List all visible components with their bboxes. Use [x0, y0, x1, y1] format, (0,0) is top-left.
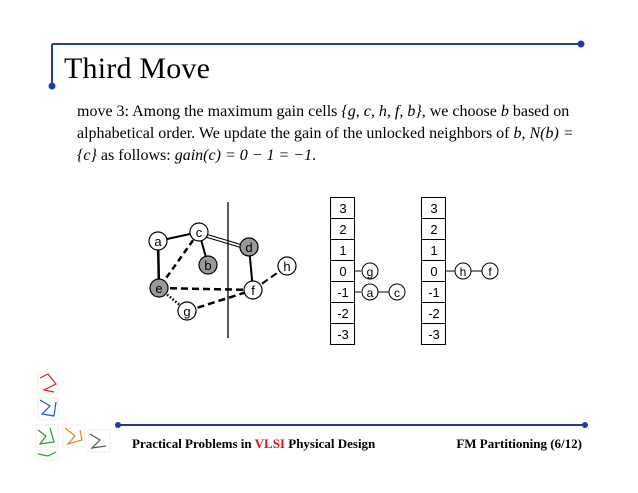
para-part: move 3: Among the maximum gain cells — [77, 103, 342, 120]
partition-graph — [130, 190, 310, 350]
footer-slide-number: FM Partitioning (6/12) — [456, 436, 582, 451]
node-h — [278, 257, 296, 275]
bucket-gain-label: -1 — [428, 285, 440, 300]
para-part: as follows: — [96, 147, 175, 164]
bucket-cell-label: f — [488, 265, 492, 279]
node-d-locked — [240, 238, 258, 256]
bucket-gain-label: -3 — [337, 327, 349, 342]
node-e-label: e — [155, 281, 163, 296]
bucket-gain-label: 2 — [430, 222, 438, 237]
para-part: , — [521, 125, 530, 142]
bucket-cell-label: c — [394, 286, 400, 300]
para-part: , we choose — [421, 103, 501, 120]
bucket-gain-label: 0 — [430, 264, 438, 279]
node-e-locked — [150, 279, 168, 297]
para-math: N(b) = {c} — [77, 125, 574, 164]
edge-e-f — [159, 288, 253, 290]
bucket-gain-label: -1 — [337, 285, 349, 300]
bucket-gain-label: -3 — [428, 327, 440, 342]
footer-course-title — [132, 436, 375, 452]
bucket-gain-label: 3 — [339, 201, 347, 216]
node-a — [149, 232, 167, 250]
bucket-gain-label: 1 — [430, 243, 438, 258]
node-b-locked — [199, 256, 217, 274]
bucket-cell-label: h — [459, 265, 467, 279]
para-part: based on alphabetical order. We update the gain of the unlocked neighbors of — [77, 103, 570, 142]
para-math: b — [500, 103, 509, 120]
slide-title: Third Move — [64, 52, 211, 85]
bucket-gain-label: 2 — [339, 222, 347, 237]
node-f-label: f — [251, 283, 255, 298]
node-g — [178, 302, 196, 320]
footer-text: Physical Design — [285, 436, 376, 451]
para-math: b — [513, 125, 522, 142]
node-c — [190, 223, 208, 241]
footer-text: Practical Problems in — [132, 436, 255, 451]
para-math: gain(c) = 0 − 1 = −1 — [174, 147, 313, 164]
decorative-thumbnails — [30, 370, 115, 462]
node-b-label: b — [204, 258, 212, 273]
footer-line — [0, 420, 638, 430]
gain-bucket-right — [421, 197, 511, 347]
node-h-label: h — [283, 259, 291, 274]
header-dot-right — [578, 41, 585, 48]
bucket-gain-label: 3 — [430, 201, 438, 216]
para-part: . — [312, 147, 317, 164]
bucket-cell-label: g — [366, 265, 374, 279]
bucket-gain-label: -2 — [337, 306, 349, 321]
footer-vlsi: VLSI — [254, 436, 285, 451]
node-d-label: d — [245, 240, 253, 255]
slide-paragraph — [77, 101, 577, 167]
edge-g-f — [187, 290, 253, 311]
node-g-label: g — [183, 304, 191, 319]
bucket-gain-label: 1 — [339, 243, 347, 258]
node-f — [244, 281, 262, 299]
bucket-gain-label: 0 — [339, 264, 347, 279]
bucket-gain-label: -2 — [428, 306, 440, 321]
node-a-label: a — [154, 234, 162, 249]
bucket-cell-label: a — [366, 286, 374, 300]
node-c-label: c — [195, 225, 203, 240]
gain-bucket-left — [330, 197, 420, 347]
para-math: {g, c, h, f, b} — [341, 103, 422, 120]
header-dot-left — [49, 83, 56, 90]
